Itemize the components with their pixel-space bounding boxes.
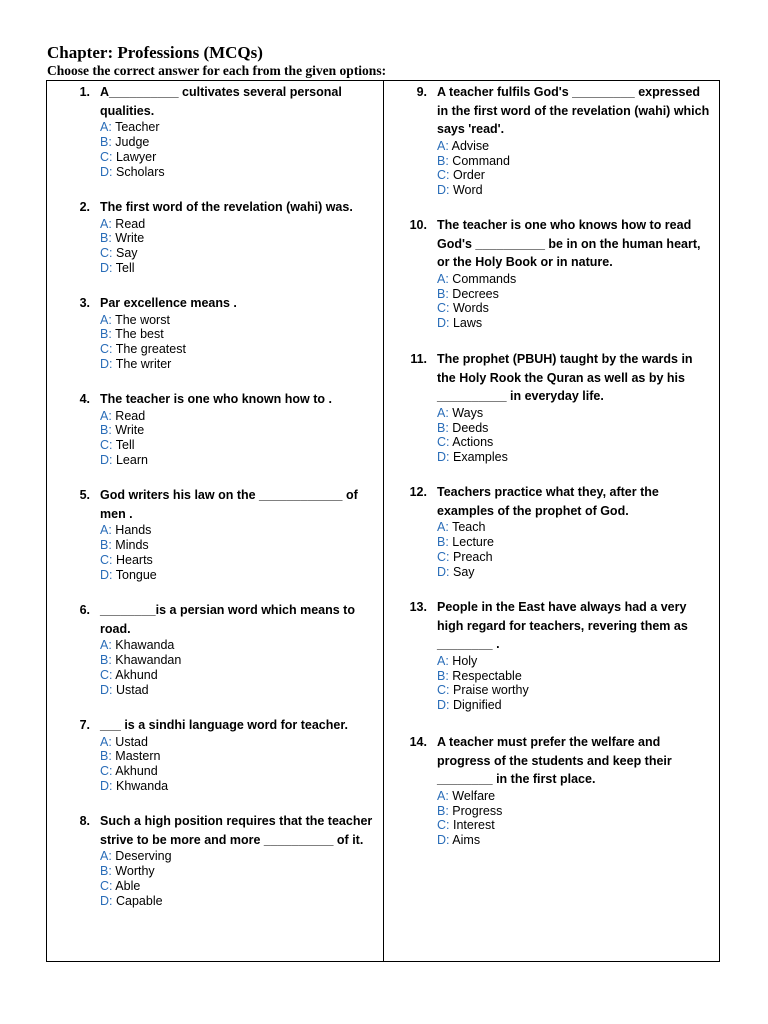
option-text: Write	[115, 231, 145, 246]
question-11	[393, 350, 713, 465]
option-text: Preach	[452, 549, 493, 564]
option-text: Read	[115, 408, 146, 423]
question-number: 8.	[79, 814, 90, 828]
option-a	[56, 409, 332, 424]
option-c	[393, 683, 713, 698]
option-a	[56, 849, 378, 864]
option-a	[56, 313, 237, 328]
option-letter: B:	[100, 134, 112, 149]
option-letter: D:	[100, 778, 113, 793]
question-text: God writers his law on the ____________ of men .	[100, 488, 358, 521]
option-b	[56, 653, 378, 668]
question-6	[56, 601, 378, 697]
option-letter: C:	[437, 683, 450, 698]
option-letter: B:	[437, 153, 449, 168]
option-letter: C:	[100, 438, 113, 453]
option-text: Dignified	[452, 698, 502, 713]
question-8	[56, 812, 378, 908]
option-letter: B:	[437, 803, 449, 818]
option-b	[56, 231, 353, 246]
option-text: Mastern	[115, 749, 161, 764]
option-letter: B:	[437, 534, 449, 549]
option-text: Tongue	[115, 567, 157, 582]
question-number: 11.	[410, 352, 427, 366]
option-b	[393, 287, 713, 302]
option-letter: C:	[437, 435, 450, 450]
option-text: Say	[452, 564, 475, 579]
question-text: Teachers practice what they, after the examples of the prophet of God.	[437, 485, 659, 518]
question-number: 12.	[409, 485, 427, 499]
option-letter: B:	[437, 668, 449, 683]
option-a	[56, 120, 378, 135]
option-b	[393, 154, 713, 169]
option-a	[393, 139, 713, 154]
option-text: Learn	[115, 452, 148, 467]
question-text: The first word of the revelation (wahi) was.	[100, 200, 353, 214]
option-d	[56, 357, 237, 372]
option-letter: B:	[100, 863, 112, 878]
option-d	[393, 183, 713, 198]
question-4	[56, 390, 332, 468]
option-letter: D:	[437, 564, 450, 579]
option-c	[56, 150, 378, 165]
option-d	[56, 453, 332, 468]
option-a	[393, 520, 713, 535]
option-c	[56, 553, 378, 568]
question-number: 3.	[79, 296, 90, 310]
option-letter: C:	[100, 878, 113, 893]
option-a	[56, 638, 378, 653]
option-letter: B:	[100, 749, 112, 764]
option-text: The worst	[115, 312, 170, 327]
option-letter: B:	[437, 286, 449, 301]
option-text: Ustad	[115, 734, 148, 749]
option-text: Capable	[115, 893, 163, 908]
option-b	[56, 423, 332, 438]
option-text: Examples	[452, 450, 508, 465]
option-text: Worthy	[115, 863, 155, 878]
option-letter: C:	[100, 764, 113, 779]
option-letter: A:	[437, 405, 449, 420]
question-number: 9.	[416, 85, 427, 99]
page-title: Chapter: Professions (MCQs)	[47, 43, 263, 62]
option-text: Teach	[452, 520, 486, 535]
option-text: Hands	[115, 523, 152, 538]
option-d	[56, 683, 378, 698]
option-d	[393, 316, 713, 331]
option-d	[393, 450, 713, 465]
question-text: The prophet (PBUH) taught by the wards in the Holy Rook the Quran as well as by his __________ in everyday life.	[437, 352, 693, 404]
question-text: The teacher is one who known how to .	[100, 392, 332, 406]
question-3	[56, 294, 237, 372]
option-c	[393, 435, 713, 450]
option-text: The best	[115, 327, 164, 342]
question-text: ___ is a sindhi language word for teacher.	[100, 718, 348, 732]
option-a	[393, 272, 713, 287]
option-a	[393, 654, 713, 669]
option-text: Deserving	[115, 849, 172, 864]
option-a	[393, 789, 713, 804]
option-text: Word	[452, 183, 483, 198]
question-1	[56, 83, 378, 179]
option-text: Order	[452, 168, 485, 183]
option-letter: B:	[100, 327, 112, 342]
option-letter: A:	[100, 734, 112, 749]
question-9	[393, 83, 713, 198]
option-text: The greatest	[115, 342, 186, 357]
option-text: Khwanda	[115, 778, 169, 793]
option-letter: B:	[100, 652, 112, 667]
question-13	[393, 598, 713, 713]
option-b	[56, 327, 237, 342]
option-b	[393, 421, 713, 436]
option-text: Command	[452, 153, 510, 168]
option-text: Ustad	[115, 682, 149, 697]
question-text: Such a high position requires that the teacher strive to be more and more __________ of it.	[100, 814, 373, 847]
option-b	[393, 669, 713, 684]
option-letter: D:	[100, 893, 113, 908]
option-d	[56, 894, 378, 909]
option-b	[56, 749, 348, 764]
option-letter: A:	[437, 653, 449, 668]
option-text: Welfare	[452, 788, 496, 803]
option-a	[56, 217, 353, 232]
question-text: ________is a persian word which means to road.	[100, 603, 355, 636]
question-14	[393, 733, 713, 848]
question-text: A teacher fulfils God's _________ expressed in the first word of the revelation (wahi) which says 'read'.	[437, 85, 710, 137]
question-10	[393, 216, 713, 331]
option-c	[393, 818, 713, 833]
question-5	[56, 486, 378, 582]
option-text: Holy	[452, 653, 478, 668]
option-b	[56, 538, 378, 553]
question-number: 10.	[409, 218, 427, 232]
option-text: Interest	[452, 818, 495, 833]
option-letter: A:	[100, 849, 112, 864]
option-letter: D:	[100, 260, 113, 275]
question-number: 5.	[79, 488, 90, 502]
option-letter: B:	[100, 537, 112, 552]
option-d	[56, 568, 378, 583]
option-letter: D:	[437, 698, 450, 713]
option-c	[393, 168, 713, 183]
option-d	[393, 698, 713, 713]
question-12	[393, 483, 713, 579]
option-c	[56, 764, 348, 779]
question-number: 7.	[79, 718, 90, 732]
option-letter: C:	[437, 168, 450, 183]
option-text: Commands	[452, 271, 517, 286]
option-a	[56, 735, 348, 750]
option-text: Lawyer	[115, 149, 157, 164]
option-d	[393, 833, 713, 848]
option-text: Khawandan	[115, 652, 182, 667]
option-c	[56, 668, 378, 683]
option-b	[393, 804, 713, 819]
option-text: Minds	[115, 537, 149, 552]
option-text: Advise	[451, 138, 490, 153]
option-text: Laws	[452, 316, 483, 331]
question-number: 13.	[409, 600, 427, 614]
option-letter: A:	[100, 523, 112, 538]
option-letter: A:	[100, 312, 112, 327]
option-letter: D:	[437, 183, 450, 198]
option-text: Read	[115, 216, 146, 231]
option-text: Khawanda	[115, 638, 175, 653]
option-text: Tell	[115, 260, 135, 275]
option-letter: C:	[100, 667, 113, 682]
option-letter: B:	[437, 420, 449, 435]
option-letter: D:	[100, 356, 113, 371]
question-7	[56, 716, 348, 794]
option-text: Akhund	[115, 667, 158, 682]
option-letter: C:	[437, 549, 450, 564]
option-letter: D:	[437, 316, 450, 331]
option-letter: C:	[437, 818, 450, 833]
question-text: A__________ cultivates several personal qualities.	[100, 85, 342, 118]
question-number: 1.	[79, 85, 90, 99]
option-text: Judge	[115, 134, 150, 149]
option-c	[56, 879, 378, 894]
option-text: Praise worthy	[452, 683, 529, 698]
option-d	[56, 165, 378, 180]
question-text: A teacher must prefer the welfare and progress of the students and keep their ________ in the first place.	[437, 735, 672, 787]
question-number: 6.	[79, 603, 90, 617]
option-letter: D:	[100, 452, 113, 467]
option-letter: A:	[437, 520, 449, 535]
option-letter: C:	[437, 301, 450, 316]
option-letter: D:	[437, 833, 450, 848]
option-letter: A:	[100, 216, 112, 231]
option-text: Write	[115, 423, 145, 438]
option-b	[56, 135, 378, 150]
option-text: Able	[115, 878, 141, 893]
option-text: Words	[452, 301, 489, 316]
option-letter: A:	[437, 788, 449, 803]
option-text: Tell	[115, 438, 135, 453]
option-c	[56, 342, 237, 357]
option-text: Say	[115, 246, 138, 261]
option-letter: A:	[437, 271, 449, 286]
option-text: Deeds	[452, 420, 489, 435]
option-letter: B:	[100, 231, 112, 246]
option-c	[393, 301, 713, 316]
option-letter: C:	[100, 149, 113, 164]
option-a	[393, 406, 713, 421]
option-a	[56, 523, 378, 538]
option-b	[393, 535, 713, 550]
option-c	[56, 246, 353, 261]
option-text: The writer	[115, 356, 172, 371]
option-c	[56, 438, 332, 453]
column-divider	[383, 80, 384, 962]
option-text: Lecture	[452, 534, 494, 549]
option-text: Progress	[452, 803, 503, 818]
question-number: 14.	[409, 735, 427, 749]
option-letter: D:	[100, 682, 113, 697]
option-text: Hearts	[115, 552, 153, 567]
option-letter: C:	[100, 246, 113, 261]
option-letter: D:	[437, 450, 450, 465]
question-number: 2.	[79, 200, 90, 214]
option-letter: C:	[100, 552, 113, 567]
option-text: Decrees	[452, 286, 499, 301]
option-d	[393, 565, 713, 580]
option-letter: D:	[100, 164, 113, 179]
option-d	[56, 779, 348, 794]
option-letter: C:	[100, 342, 113, 357]
option-text: Respectable	[452, 668, 522, 683]
option-text: Scholars	[115, 164, 165, 179]
option-b	[56, 864, 378, 879]
option-text: Aims	[452, 833, 481, 848]
question-text: The teacher is one who knows how to read God's __________ be in on the human heart, or the Holy Book or in nature.	[437, 218, 701, 270]
question-2	[56, 198, 353, 276]
question-text: Par excellence means .	[100, 296, 237, 310]
option-d	[56, 261, 353, 276]
option-letter: A:	[437, 138, 449, 153]
option-letter: D:	[100, 567, 113, 582]
option-text: Ways	[452, 405, 484, 420]
instruction-text: Choose the correct answer for each from the given options:	[47, 63, 387, 78]
option-letter: A:	[100, 408, 112, 423]
option-letter: B:	[100, 423, 112, 438]
question-number: 4.	[79, 392, 90, 406]
option-text: Teacher	[115, 120, 160, 135]
option-text: Akhund	[115, 764, 158, 779]
question-text: People in the East have always had a very high regard for teachers, revering them as ________ .	[437, 600, 688, 652]
option-text: Actions	[452, 435, 494, 450]
option-c	[393, 550, 713, 565]
option-letter: A:	[100, 638, 112, 653]
option-letter: A:	[100, 120, 112, 135]
